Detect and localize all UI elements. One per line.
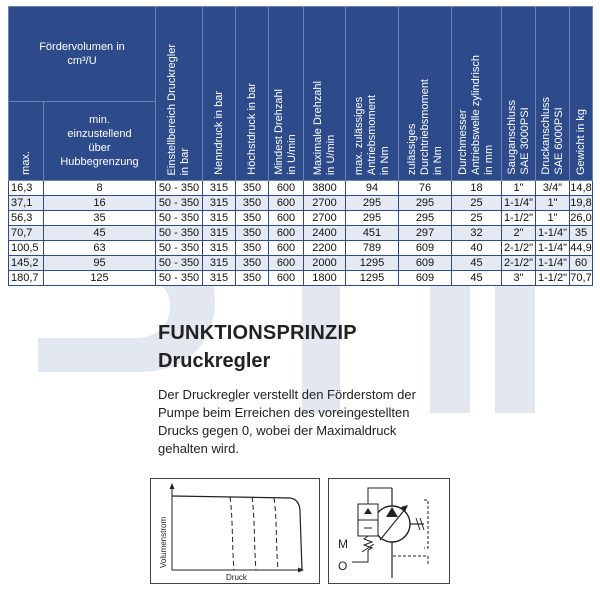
table-cell: 295 (399, 211, 452, 226)
table-cell: 350 (236, 181, 269, 196)
header-foerdervolumen-line1: Fördervolumen in (39, 41, 125, 53)
header-min-line2: einzustellend (67, 128, 132, 140)
table-cell: 315 (203, 271, 236, 286)
header-durchtriebsmoment (399, 7, 452, 181)
symbol-label-m: M (338, 537, 348, 551)
table-cell: 56,3 (9, 211, 44, 226)
section-subtitle: Druckregler (158, 350, 271, 372)
header-mindest-drehzahl (269, 7, 304, 181)
table-cell: 40 (452, 241, 502, 256)
description-line: Drucks gegen 0, wobei der Maximaldruck (158, 423, 397, 438)
table-cell: 94 (346, 181, 399, 196)
table-cell: 315 (203, 226, 236, 241)
table-cell: 18 (452, 181, 502, 196)
specs-table (8, 6, 593, 286)
header-druckanschluss (536, 7, 570, 181)
table-cell: 19,8 (570, 197, 592, 209)
header-min-line3: über (88, 142, 111, 154)
table-cell: 3" (502, 271, 536, 286)
table-row (9, 181, 593, 196)
table-cell: 315 (203, 181, 236, 196)
table-cell: 50 - 350 (156, 226, 203, 241)
hydraulic-symbol (328, 478, 450, 584)
table-cell: 8 (44, 181, 156, 196)
table-row (9, 196, 593, 211)
table-cell: 600 (269, 271, 304, 286)
table-cell: 600 (269, 211, 304, 226)
table-row (9, 211, 593, 226)
specs-table-body (9, 181, 593, 286)
table-cell: 16,3 (9, 181, 44, 196)
table-cell: 1" (536, 196, 570, 211)
header-durchmesser (452, 7, 502, 181)
table-cell: 2400 (304, 226, 346, 241)
table-cell: 25 (452, 196, 502, 211)
table-cell: 25 (452, 211, 502, 226)
table-cell: 50 - 350 (156, 241, 203, 256)
table-cell: 789 (346, 241, 399, 256)
table-cell: 95 (44, 256, 156, 271)
table-cell: 145,2 (9, 256, 44, 271)
table-cell: 609 (399, 256, 452, 271)
table-row (9, 241, 593, 256)
section-title: FUNKTIONSPRINZIP (158, 322, 357, 344)
table-cell: 1-1/4" (536, 226, 570, 241)
table-cell: 2" (502, 226, 536, 241)
table-cell: 45 (452, 256, 502, 271)
table-cell: 45 (452, 271, 502, 286)
table-cell: 1" (536, 211, 570, 226)
table-cell: 315 (203, 211, 236, 226)
table-cell: 1-1/4" (536, 256, 570, 271)
table-cell: 50 - 350 (156, 196, 203, 211)
table-cell: 600 (269, 256, 304, 271)
header-gewicht (570, 7, 593, 181)
graph-xlabel: Druck (226, 573, 247, 582)
header-antriebsmoment-line1: max. zulässiges (352, 96, 365, 175)
table-cell: 295 (399, 196, 452, 211)
table-cell: 600 (269, 181, 304, 196)
header-max (9, 102, 44, 181)
table-cell: 70,7 (570, 272, 592, 284)
table-cell: 50 - 350 (156, 271, 203, 286)
table-cell: 350 (236, 211, 269, 226)
table-cell: 350 (236, 271, 269, 286)
header-nenndruck-line1: Nenndruck in bar (212, 91, 225, 175)
table-cell: 3800 (304, 181, 346, 196)
table-cell: 600 (269, 226, 304, 241)
table-cell: 600 (269, 241, 304, 256)
table-cell: 350 (236, 256, 269, 271)
table-cell: 2-1/2" (502, 256, 536, 271)
header-maximale-drehzahl (304, 7, 346, 181)
table-cell: 315 (203, 256, 236, 271)
table-cell: 14,8 (570, 182, 592, 194)
description-line: gehalten wird. (158, 441, 239, 456)
table-cell: 35 (570, 226, 593, 241)
header-min (44, 102, 156, 181)
header-gewicht-line1: Gewicht in kg (574, 108, 587, 175)
table-cell: 1-1/2" (502, 211, 536, 226)
table-cell: 1" (502, 181, 536, 196)
header-durchtriebsmoment-line2: Durchtriebsmoment (418, 79, 431, 175)
table-cell: 76 (399, 181, 452, 196)
table-cell: 3/4" (536, 181, 570, 196)
table-cell: 2700 (304, 196, 346, 211)
graph-ylabel: Volumenstrom (159, 516, 168, 568)
table-cell: 2000 (304, 256, 346, 271)
table-cell: 1295 (346, 271, 399, 286)
symbol-label-o: O (338, 559, 348, 573)
pressure-flow-graph (150, 478, 320, 584)
table-cell: 70,7 (9, 226, 44, 241)
graph-frame (151, 479, 320, 584)
header-sauganschluss (502, 7, 536, 181)
header-hoechstdruck-line1: Höchstdruck in bar (245, 83, 258, 175)
table-cell: 32 (452, 226, 502, 241)
table-cell: 1295 (346, 256, 399, 271)
header-druckanschluss-line1: Druckanschluss (539, 97, 552, 175)
table-cell: 315 (203, 196, 236, 211)
table-cell: 2-1/2" (502, 241, 536, 256)
table-cell: 44,9 (570, 242, 592, 254)
header-min-line1: min. (89, 114, 110, 126)
table-cell: 100,5 (9, 241, 44, 256)
table-cell: 16 (44, 196, 156, 211)
table-cell: 35 (44, 211, 156, 226)
table-cell: 350 (236, 196, 269, 211)
header-nenndruck (203, 7, 236, 181)
header-hoechstdruck (236, 7, 269, 181)
table-cell: 2200 (304, 241, 346, 256)
table-cell: 45 (44, 226, 156, 241)
header-foerdervolumen (9, 7, 156, 102)
header-durchtriebsmoment-line3: in Nm (431, 146, 444, 175)
table-cell: 350 (236, 226, 269, 241)
table-cell: 315 (203, 241, 236, 256)
header-sauganschluss-line2: SAE 3000PSI (518, 107, 531, 175)
header-antriebsmoment-line3: in Nm (378, 146, 391, 175)
table-cell: 50 - 350 (156, 256, 203, 271)
header-min-line4: Hubbegrenzung (60, 156, 139, 168)
table-cell: 37,1 (9, 196, 44, 211)
header-einstellbereich-line1: Einstellbereich Druckregler (166, 43, 178, 175)
description-line: Der Druckregler verstellt den Förderstom der (158, 387, 416, 402)
header-durchmesser-line2: Antriebswelle zylindrisch (470, 55, 482, 175)
table-cell: 1-1/4" (502, 196, 536, 211)
table-cell: 600 (269, 196, 304, 211)
table-cell: 609 (399, 241, 452, 256)
table-cell: 125 (44, 271, 156, 286)
table-cell: 1-1/2" (536, 271, 570, 286)
table-cell: 1-1/4" (536, 241, 570, 256)
table-cell: 297 (399, 226, 452, 241)
section-description (158, 386, 458, 458)
table-cell: 2700 (304, 211, 346, 226)
table-row (9, 226, 593, 241)
header-einstellbereich-line2: in bar (179, 147, 191, 175)
table-cell: 609 (399, 271, 452, 286)
header-mindest-drehzahl-line1: Mindest Drehzahl (273, 89, 285, 175)
header-max-label: max. (20, 151, 32, 175)
table-cell: 1800 (304, 271, 346, 286)
table-cell: 295 (346, 196, 399, 211)
header-durchmesser-line1: Durchmesser (457, 109, 469, 175)
header-maximale-drehzahl-line2: in U/min (324, 134, 337, 175)
header-durchtriebsmoment-line1: zulässiges (405, 123, 418, 175)
table-row (9, 271, 593, 286)
header-maximale-drehzahl-line1: Maximale Drehzahl (311, 80, 324, 175)
header-foerdervolumen-line2: cm³/U (67, 55, 97, 67)
table-cell: 350 (236, 241, 269, 256)
description-line: Pumpe beim Erreichen des voreingestellten (158, 405, 410, 420)
header-mindest-drehzahl-line2: in U/min (286, 134, 298, 175)
table-cell: 63 (44, 241, 156, 256)
table-cell: 60 (570, 256, 593, 271)
header-antriebsmoment (346, 7, 399, 181)
header-druckanschluss-line2: SAE 6000PSI (552, 107, 565, 175)
table-cell: 295 (346, 211, 399, 226)
header-durchmesser-line3: in mm (483, 145, 495, 175)
table-row (9, 256, 593, 271)
header-einstellbereich (156, 7, 203, 181)
table-cell: 26,0 (570, 212, 592, 224)
table-cell: 180,7 (9, 271, 44, 286)
table-cell: 50 - 350 (156, 181, 203, 196)
header-sauganschluss-line1: Sauganschluss (505, 100, 518, 175)
header-antriebsmoment-line2: Antriebsmoment (365, 94, 378, 175)
table-cell: 451 (346, 226, 399, 241)
table-cell: 50 - 350 (156, 211, 203, 226)
